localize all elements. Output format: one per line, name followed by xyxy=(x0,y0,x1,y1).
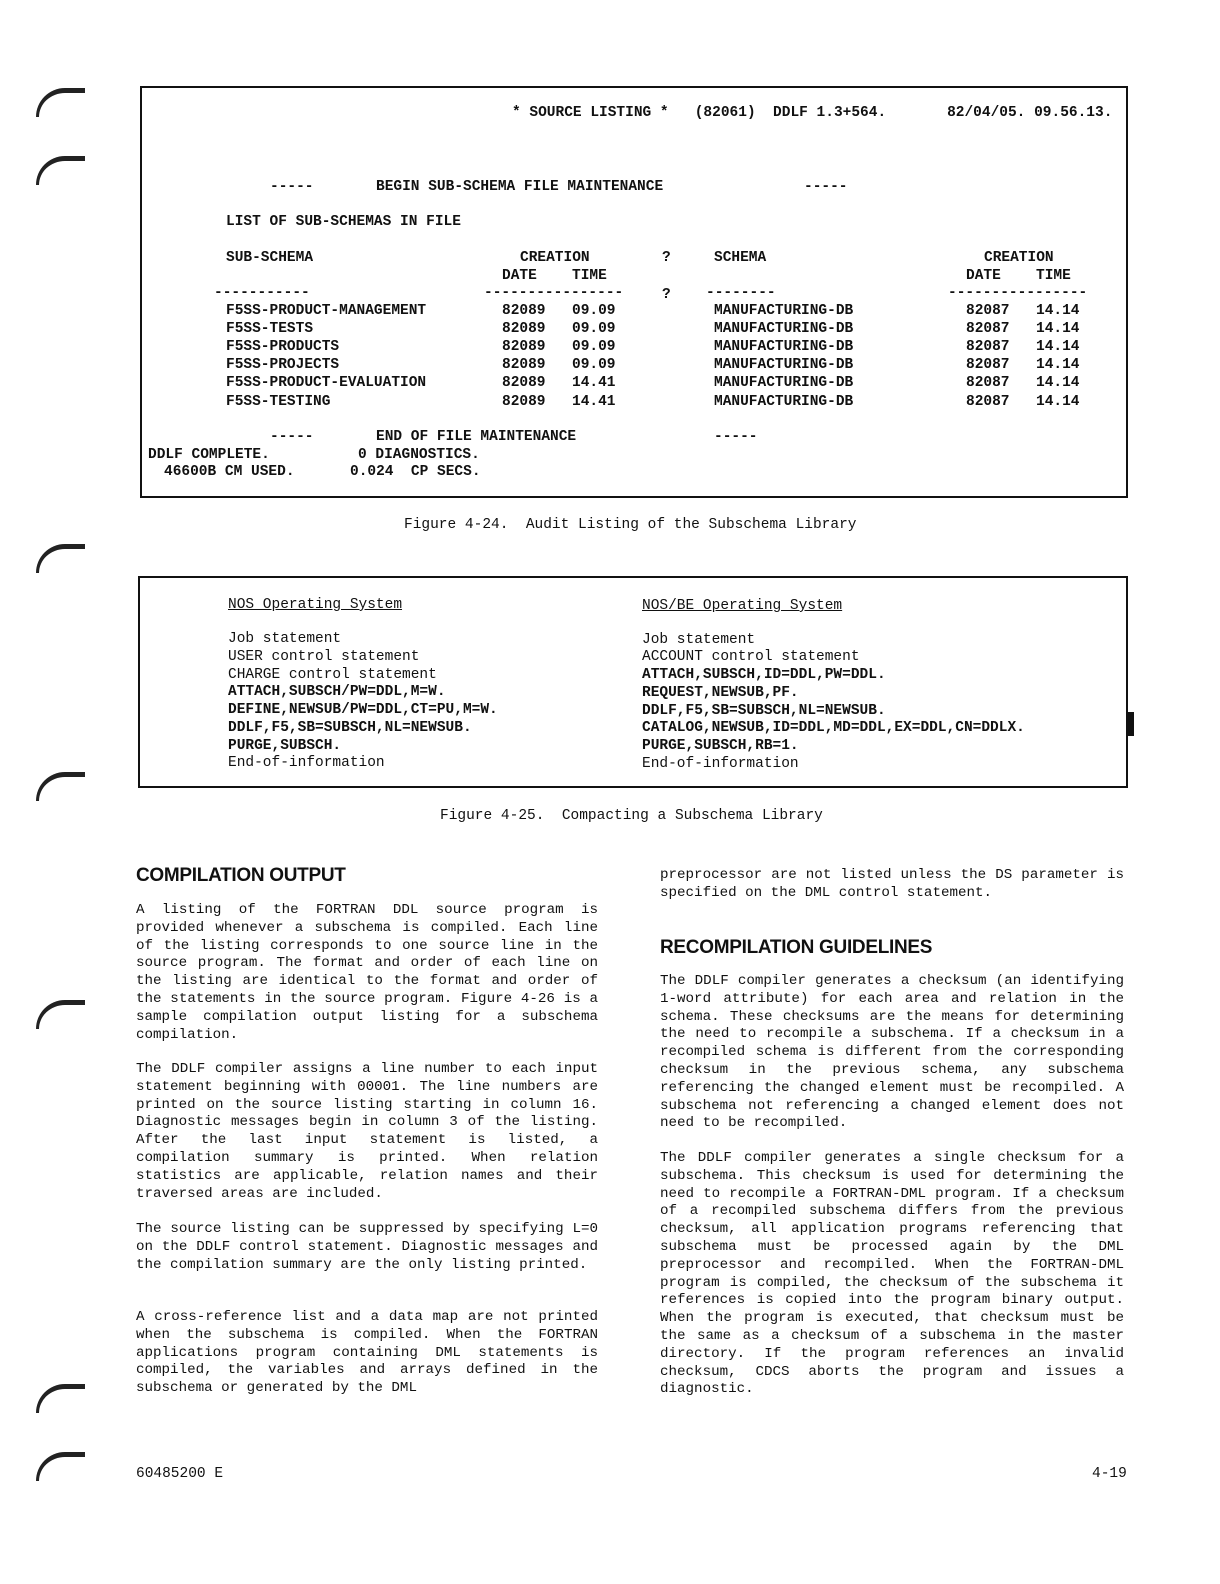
row-date: 82089 xyxy=(502,394,546,410)
end-title: END OF FILE MAINTENANCE xyxy=(376,429,577,445)
row-sdate: 82087 xyxy=(966,303,1010,319)
row-sdate: 82087 xyxy=(966,339,1010,355)
row-schema: MANUFACTURING-DB xyxy=(714,321,854,337)
col-subschema: SUB-SCHEMA xyxy=(226,250,314,266)
row-time: 14.41 xyxy=(572,394,616,410)
diagnostics-count: 0 DIAGNOSTICS. xyxy=(358,447,480,463)
rule-creation2: ---------------- xyxy=(948,285,1088,301)
row-name: F5SS-PRODUCT-MANAGEMENT xyxy=(226,303,427,319)
nosbe-line: PURGE,SUBSCH,RB=1. xyxy=(642,738,799,754)
nos-heading: NOS Operating System xyxy=(228,597,403,613)
nosbe-line: ATTACH,SUBSCH,ID=DDL,PW=DDL. xyxy=(642,667,886,683)
nosbe-line: End-of-information xyxy=(642,756,799,772)
row-time: 09.09 xyxy=(572,339,616,355)
col-schema: SCHEMA xyxy=(714,250,767,266)
row-time: 14.41 xyxy=(572,375,616,391)
nos-line: CHARGE control statement xyxy=(228,667,437,683)
compilation-output-paragraph: The DDLF compiler assigns a line number to each input statement beginning with 00001. The line numbers are printed on the source listing starting in column 16. Diagnostic messages begin in column 3 of the listing. After the last input statement is listed, a compilation summary is printed. When relation statistics are applicable, relation names and their traversed areas are included. xyxy=(136,1061,598,1202)
compilation-output-paragraph: The source listing can be suppressed by specifying L=0 on the DDLF control statement. Diagnostic messages and the compilation summary are the only listing printed. xyxy=(136,1221,598,1273)
compilation-output-paragraph: A cross-reference list and a data map are not printed when the subschema is compiled. When the FORTRAN applications program containing DML statements is compiled, the variables and arrays defined in the subschema or generated by the DML xyxy=(136,1309,598,1397)
row-sdate: 82087 xyxy=(966,321,1010,337)
nosbe-line: CATALOG,NEWSUB,ID=DDL,MD=DDL,EX=DDL,CN=DDLX. xyxy=(642,720,1025,736)
row-date: 82089 xyxy=(502,303,546,319)
row-schema: MANUFACTURING-DB xyxy=(714,339,854,355)
cm-used: 46600B CM USED. xyxy=(164,464,295,480)
compilation-output-heading: COMPILATION OUTPUT xyxy=(136,865,346,886)
row-sdate: 82087 xyxy=(966,375,1010,391)
nosbe-heading: NOS/BE Operating System xyxy=(642,598,843,614)
listing-header: * SOURCE LISTING * (82061) DDLF 1.3+564. 82/04/05. 09.56.13. xyxy=(512,105,1113,121)
row-date: 82089 xyxy=(502,339,546,355)
document-number: 60485200 E xyxy=(136,1466,224,1482)
row-sdate: 82087 xyxy=(966,357,1010,373)
list-title: LIST OF SUB-SCHEMAS IN FILE xyxy=(226,214,461,230)
row-name: F5SS-PRODUCT-EVALUATION xyxy=(226,375,427,391)
col-q: ? xyxy=(662,250,671,266)
end-dash-right: ----- xyxy=(714,429,758,445)
rule-subschema: ----------- xyxy=(214,285,310,301)
nos-line: PURGE,SUBSCH. xyxy=(228,738,342,754)
page-number: 4-19 xyxy=(1092,1466,1127,1482)
preprocessor-paragraph: preprocessor are not listed unless the DS parameter is specified on the DML control statement. xyxy=(660,867,1124,901)
row-schema: MANUFACTURING-DB xyxy=(714,375,854,391)
nosbe-line: Job statement xyxy=(642,632,756,648)
change-bar xyxy=(1128,712,1134,736)
row-name: F5SS-PROJECTS xyxy=(226,357,340,373)
nosbe-line: DDLF,F5,SB=SUBSCH,NL=NEWSUB. xyxy=(642,703,886,719)
row-time: 09.09 xyxy=(572,357,616,373)
cp-secs: 0.024 CP SECS. xyxy=(350,464,481,480)
recompilation-paragraph: The DDLF compiler generates a single checksum for a subschema. This checksum is used for determining the need to recompile a FORTRAN-DML program. If a checksum of a recompiled subschema differs from the previous checksum, all application programs referencing that subschema must be processed again by the DML preprocessor and recompiled. When the FORTRAN-DML program is compiled, the checksum of the subschema it references is copied into the program binary output. When the program is executed, that checksum must be the same as a checksum of a subschema in the master directory. If the program references an invalid checksum, CDCS aborts the program and issues a diagnostic. xyxy=(660,1150,1124,1398)
begin-dash-right: ----- xyxy=(804,179,848,195)
row-stime: 14.14 xyxy=(1036,303,1080,319)
rule-q: ? xyxy=(662,287,671,303)
col-time2: TIME xyxy=(1036,268,1071,284)
row-time: 09.09 xyxy=(572,321,616,337)
row-stime: 14.14 xyxy=(1036,339,1080,355)
row-name: F5SS-PRODUCTS xyxy=(226,339,340,355)
col-date2: DATE xyxy=(966,268,1001,284)
begin-dash-left: ----- xyxy=(270,179,314,195)
col-time: TIME xyxy=(572,268,607,284)
nos-line: DEFINE,NEWSUB/PW=DDL,CT=PU,M=W. xyxy=(228,702,498,718)
row-time: 09.09 xyxy=(572,303,616,319)
rule-creation: ---------------- xyxy=(484,285,624,301)
row-sdate: 82087 xyxy=(966,394,1010,410)
row-schema: MANUFACTURING-DB xyxy=(714,394,854,410)
row-stime: 14.14 xyxy=(1036,321,1080,337)
nos-line: DDLF,F5,SB=SUBSCH,NL=NEWSUB. xyxy=(228,720,472,736)
row-stime: 14.14 xyxy=(1036,357,1080,373)
nos-line: USER control statement xyxy=(228,649,420,665)
row-schema: MANUFACTURING-DB xyxy=(714,303,854,319)
figure-caption: Figure 4-25. Compacting a Subschema Library xyxy=(440,808,823,824)
nosbe-line: ACCOUNT control statement xyxy=(642,649,860,665)
row-schema: MANUFACTURING-DB xyxy=(714,357,854,373)
row-date: 82089 xyxy=(502,321,546,337)
begin-title: BEGIN SUB-SCHEMA FILE MAINTENANCE xyxy=(376,179,664,195)
compilation-output-paragraph: A listing of the FORTRAN DDL source program is provided whenever a subschema is compiled. Each line of the listing corresponds to one source line in the source program. The format and order of each line on the listing are identical to the format and order of the statements in the source program. Figure 4-26 is a sample compilation output listing for a subschema compilation. xyxy=(136,902,598,1043)
nos-line: ATTACH,SUBSCH/PW=DDL,M=W. xyxy=(228,684,446,700)
row-stime: 14.14 xyxy=(1036,394,1080,410)
col-creation2: CREATION xyxy=(984,250,1054,266)
figure-caption: Figure 4-24. Audit Listing of the Subschema Library xyxy=(404,517,857,533)
col-creation: CREATION xyxy=(520,250,590,266)
row-date: 82089 xyxy=(502,375,546,391)
nosbe-line: REQUEST,NEWSUB,PF. xyxy=(642,685,799,701)
row-date: 82089 xyxy=(502,357,546,373)
rule-schema: -------- xyxy=(706,285,776,301)
recompilation-paragraph: The DDLF compiler generates a checksum (an identifying 1-word attribute) for each area and relation in the schema. These checksums are the means for determining the need to recompile a subschema. If a checksum in a recompiled schema is different from the corresponding checksum in the previous schema, any subschema referencing the changed element must be recompiled. A subschema not referencing a changed element does not need to be recompiled. xyxy=(660,973,1124,1132)
row-stime: 14.14 xyxy=(1036,375,1080,391)
recompilation-guidelines-heading: RECOMPILATION GUIDELINES xyxy=(660,937,933,958)
row-name: F5SS-TESTS xyxy=(226,321,314,337)
nos-line: End-of-information xyxy=(228,755,385,771)
end-dash-left: ----- xyxy=(270,429,314,445)
complete-label: DDLF COMPLETE. xyxy=(148,447,270,463)
nos-line: Job statement xyxy=(228,631,342,647)
row-name: F5SS-TESTING xyxy=(226,394,331,410)
col-date: DATE xyxy=(502,268,537,284)
